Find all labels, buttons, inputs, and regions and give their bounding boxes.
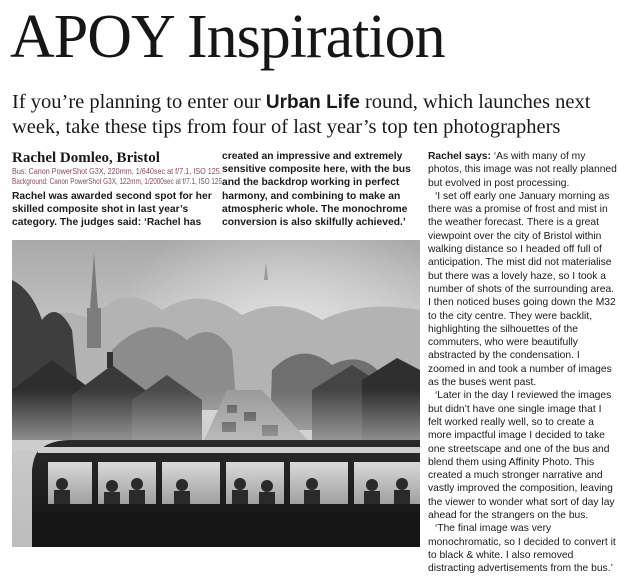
quote-paragraph-3: ‘Later in the day I reviewed the images but didn’t have one single image that I felt worked really well, so to create a more impactful image I decided to take one streetscape and one of the bus and blend them using Affinity Photo. This created a much stronger narrative and vastly improved the composition, leaving the viewer to wonder what sort of day lay ahead for the strangers on the bus. bbox=[428, 390, 615, 522]
composite-photo bbox=[12, 240, 420, 547]
quote-paragraph-4: ‘The final image was very monochromatic, so I decided to convert it to black & white. I also removed distracting advertisements from the bus.’ bbox=[428, 523, 616, 575]
photographer-byline: Rachel Domleo, Bristol bbox=[12, 150, 160, 166]
standfirst bbox=[12, 90, 617, 139]
headline: APOY Inspiration bbox=[10, 3, 445, 71]
photographer-quote bbox=[428, 150, 618, 576]
quote-speaker: Rachel says: bbox=[428, 151, 491, 162]
quote-paragraph-2: ‘I set off early one January morning as there was a promise of frost and mist in the weather forecast. There is a great viewpoint over the city of Bristol within walking distance so I headed off full of anticipation. The mist did not materialise but there was a lovely haze, so I took a number of shots of the surrounding area. I then noticed buses going down the M32 to the city centre. They were backlit, highlighting the silhouettes of the commuters, who were beautifully abstracted by the condensation. I zoomed in and took a number of images as the buses went past. bbox=[428, 190, 616, 389]
standfirst-highlight: Urban Life bbox=[265, 92, 360, 113]
caption-bus: Bus: Canon PowerShot G3X, 220mm, 1/640sec at f/7.1, ISO 125. bbox=[12, 166, 222, 176]
quote-paragraph-1-text: ‘As with many of my photos, this image was not really planned but evolved in post processing. bbox=[428, 151, 617, 189]
camera-caption bbox=[12, 166, 222, 186]
quote-paragraph-1 bbox=[428, 150, 618, 190]
judges-lede-column-2: created an impressive and extremely sensitive composite here, with the bus and the backdrop working in perfect harmony, and combining to make an atmospheric whole. The monochrome conversion is also skilfully achieved.’ bbox=[222, 151, 411, 229]
standfirst-text-before: If you’re planning to enter our bbox=[12, 91, 266, 113]
chimney bbox=[107, 352, 113, 368]
standfirst-text-after: round, which launches next week, take these tips from four of last year’s top ten photographers bbox=[12, 91, 591, 138]
bus-window-3 bbox=[162, 462, 220, 504]
church-tower bbox=[87, 308, 101, 348]
bus-window-6 bbox=[354, 462, 420, 504]
photo-illustration bbox=[12, 240, 420, 547]
judges-lede-column-1: Rachel was awarded second spot for her skilled composite shot in last year’s category. The judges said: ‘Rachel has bbox=[12, 191, 212, 229]
bus-lower-panel bbox=[32, 512, 420, 547]
bus-roof-strip bbox=[38, 447, 420, 453]
caption-background: Background: Canon PowerShot G3X, 122mm, 1/2000sec at f/7.1, ISO 125 bbox=[12, 176, 223, 186]
